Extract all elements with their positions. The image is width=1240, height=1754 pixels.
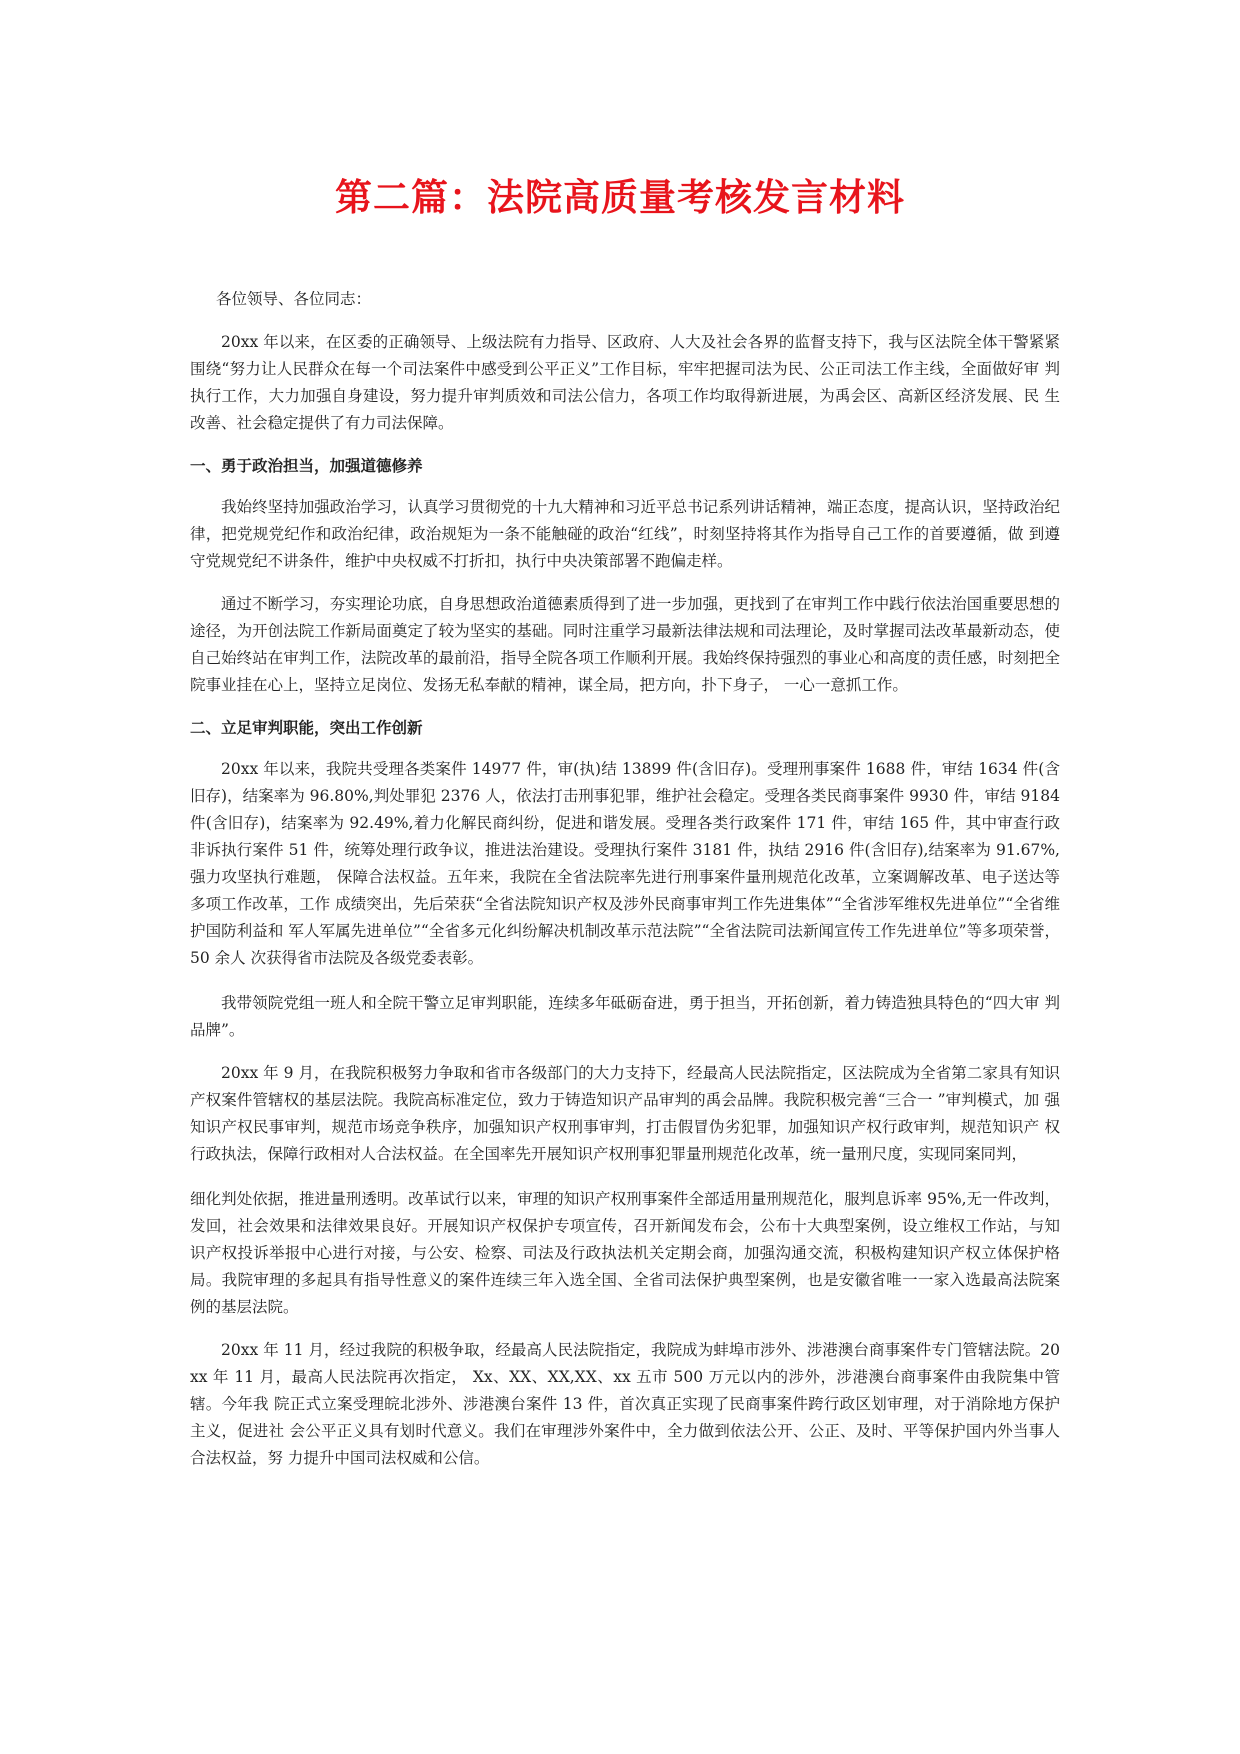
- document-body: [190, 286, 1060, 1488]
- section2-paragraph-1: 20xx 年以来，我院共受理各类案件 14977 件，审(执)结 13899 件(含旧存)。受理刑事案件 1688 件，审结 1634 件(含旧存)，结案率为 96.80%,判处罪犯 2376 人，依法打击刑事犯罪，维护社会稳定。受理各类民商事案件 9930 件，审结 9184 件(含旧存)，结案率为 92.49%,着力化解民商纠纷，促进和谐发展。受理各类行政案件 171 件，审结 165 件，其中审查行政非诉执行案件 51 件，统筹处理行政争议，推进法治建设。受理执行案件 3181 件，执结 2916 件(含旧存),结案率为 91.67%,强力攻坚执行难题， 保障合法权益。五年来，我院在全省法院率先进行刑事案件量刑规范化改革，立案调解改革、电子送达等多项工作改革，工作 成绩突出，先后荣获“全省法院知识产权及涉外民商事审判工作先进集体”“全省涉军维权先进单位”“全省维护国防利益和 军人军属先进单位”“全省多元化纠纷解决机制改革示范法院”“全省法院司法新闻宣传工作先进单位”等多项荣誉，50 余人 次获得省市法院及各级党委表彰。: [190, 760, 1060, 967]
- section2-paragraph-4: 细化判处依据，推进量刑透明。改革试行以来，审理的知识产权刑事案件全部适用量刑规范化，服判息诉率 95%,无一件改判， 发回，社会效果和法律效果良好。开展知识产权保护专项宣传，召开新闻发布会，公布十大典型案例，设立维权工作站，与知 识产权投诉举报中心进行对接，与公安、检察、司法及行政执法机关定期会商，加强沟通交流，积极构建知识产权立体保护格 局。我院审理的多起具有指导性意义的案件连续三年入选全国、全省司法保护典型案例，也是安徽省唯一一家入选最高法院案 例的基层法院。: [190, 1190, 1060, 1316]
- document-title: 第二篇：法院高质量考核发言材料: [335, 175, 905, 219]
- section2-paragraph-3: 20xx 年 9 月，在我院积极努力争取和省市各级部门的大力支持下，经最高人民法院指定，区法院成为全省第二家具有知识 产权案件管辖权的基层法院。我院高标准定位，致力于铸造知识产品审判的禹会品牌。我院积极完善“三合一 ”审判模式，加 强知识产权民事审判，规范市场竞争秩序，加强知识产权刑事审判，打击假冒伪劣犯罪，加强知识产权行政审判，规范知识产 权行政执法，保障行政相对人合法权益。在全国率先开展知识产权刑事犯罪量刑规范化改革，统一量刑尺度，实现同案同判，: [190, 1064, 1060, 1163]
- section-heading-1: 一、勇于政治担当，加强道德修养: [190, 457, 423, 475]
- section1-paragraph-1: 我始终坚持加强政治学习，认真学习贯彻党的十九大精神和习近平总书记系列讲话精神，端正态度，提高认识，坚持政治纪律，把党规党纪作和政治纪律，政治规矩为一条不能触碰的政治“红线”，时刻坚持将其作为指导自己工作的首要遵循，做 到遵守党规党纪不讲条件，维护中央权威不打折扣，执行中央决策部署不跑偏走样。: [190, 498, 1060, 570]
- section1-paragraph-2: 通过不断学习，夯实理论功底，自身思想政治道德素质得到了进一步加强，更找到了在审判工作中践行依法治国重要思想的途径，为开创法院工作新局面奠定了较为坚实的基础。同时注重学习最新法律法规和司法理论，及时掌握司法改革最新动态，使自己始终站在审判工作，法院改革的最前沿，指导全院各项工作顺利开展。我始终保持强烈的事业心和高度的责任感，时刻把全院事业挂在心上，坚持立足岗位、发扬无私奉献的精神，谋全局，把方向，扑下身子， 一心一意抓工作。: [190, 595, 1060, 694]
- salutation: 各位领导、各位同志：: [216, 290, 372, 308]
- intro-paragraph: 20xx 年以来，在区委的正确领导、上级法院有力指导、区政府、人大及社会各界的监督支持下，我与区法院全体干警紧紧 围绕“努力让人民群众在每一个司法案件中感受到公平正义”工作目标，牢牢把握司法为民、公正司法工作主线，全面做好审 判执行工作，大力加强自身建设，努力提升审判质效和司法公信力，各项工作均取得新进展，为禹会区、高新区经济发展、民 生改善、社会稳定提供了有力司法保障。: [190, 333, 1060, 432]
- section2-paragraph-2: 我带领院党组一班人和全院干警立足审判职能，连续多年砥砺奋进，勇于担当，开拓创新，着力铸造独具特色的“四大审 判品牌”。: [190, 994, 1060, 1039]
- section2-paragraph-5: 20xx 年 11 月，经过我院的积极争取，经最高人民法院指定，我院成为蚌埠市涉外、涉港澳台商事案件专门管辖法院。20xx 年 11 月，最高人民法院再次指定， Xx、XX、XX,XX、xx 五市 500 万元以内的涉外，涉港澳台商事案件由我院集中管辖。今年我 院正式立案受理皖北涉外、涉港澳台案件 13 件，首次真正实现了民商事案件跨行政区划审理，对于消除地方保护主义，促进社 会公平正义具有划时代意义。我们在审理涉外案件中，全力做到依法公开、公正、及时、平等保护国内外当事人合法权益，努 力提升中国司法权威和公信。: [190, 1341, 1060, 1467]
- section-heading-2: 二、立足审判职能，突出工作创新: [190, 719, 423, 737]
